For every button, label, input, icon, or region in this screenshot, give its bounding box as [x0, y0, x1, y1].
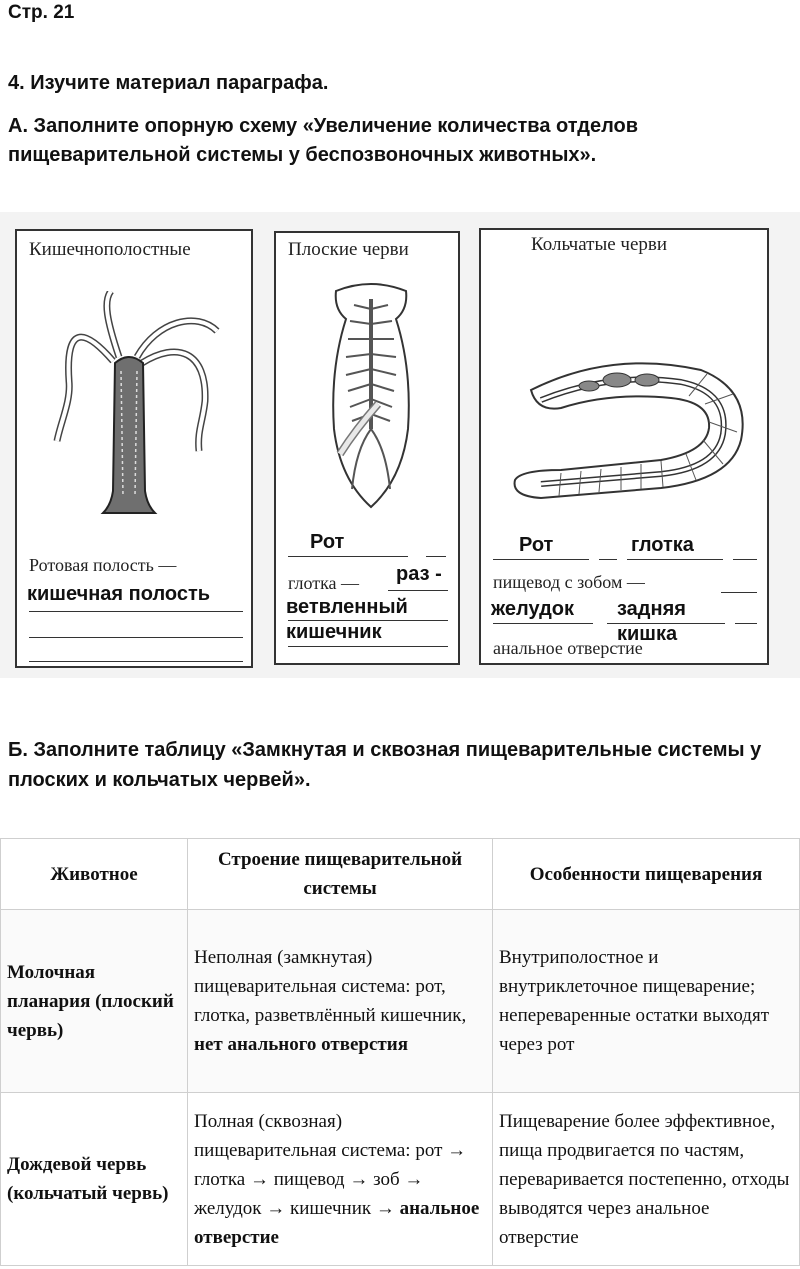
- answer-line: [493, 623, 593, 624]
- answer-line: [426, 556, 446, 557]
- task-b-heading: Б. Заполните таблицу «Замкнутая и сквозная пищеварительные системы у плоских и кольчатых червей».: [8, 739, 762, 791]
- panel-title: Плоские черви: [288, 239, 409, 260]
- answer-line: [388, 590, 448, 591]
- answer-hind-1: задняя: [617, 598, 686, 620]
- answer-hind-2: кишка: [617, 623, 678, 645]
- panel-title: Кольчатые черви: [531, 234, 668, 255]
- cell-animal: Молочная планария (плоский червь): [1, 910, 188, 1093]
- support-scheme: [0, 212, 800, 678]
- table-row: [1, 1093, 800, 1266]
- planaria-illustration: [316, 279, 426, 509]
- answer-pharynx: глотка: [631, 534, 694, 556]
- cell-structure: [188, 910, 493, 1093]
- answer-intestinal-cavity: кишечная полость: [27, 583, 211, 605]
- digestive-table: [0, 838, 800, 1266]
- answer-line: [288, 556, 408, 557]
- answer-line: [29, 661, 243, 662]
- answer-stomach: желудок: [491, 598, 575, 620]
- header-animal: Животное: [1, 839, 188, 910]
- earthworm-illustration: [501, 330, 751, 510]
- answer-line: [288, 646, 448, 647]
- structure-emphasis: анальное отверстие: [194, 1197, 480, 1248]
- answer-branched-1: раз -: [396, 563, 442, 585]
- header-structure: Строение пищеварительной системы: [188, 839, 493, 910]
- table-header-row: [1, 839, 800, 910]
- table-row: [1, 910, 800, 1093]
- answer-line: [29, 637, 243, 638]
- answer-line: [735, 623, 757, 624]
- printed-pharynx: глотка —: [288, 573, 360, 593]
- page-number: Стр. 21: [8, 2, 75, 23]
- answer-mouth: Рот: [310, 531, 345, 553]
- answer-line: [493, 559, 589, 560]
- answer-branched-2: ветвленный: [286, 596, 408, 618]
- task-4-heading: 4. Изучите материал параграфа.: [8, 72, 329, 94]
- structure-emphasis: нет анального отверстия: [194, 1034, 408, 1055]
- task-a-heading: А. Заполните опорную схему «Увеличение количества отделов пищеварительной системы у беспозвоночных животных».: [8, 115, 639, 166]
- panel-annelids: [479, 228, 769, 665]
- cell-features: Внутриполостное и внутриклеточное пищеварение; непереваренные остатки выходят через рот: [493, 910, 800, 1093]
- answer-line: [29, 611, 243, 612]
- structure-text: Неполная (замкнутая) пищеварительная система: рот, глотка, разветвлённый кишечник,: [194, 947, 467, 1026]
- answer-line: [733, 559, 757, 560]
- answer-line: [721, 592, 757, 593]
- panel-flatworms: [274, 231, 460, 665]
- cell-structure: [188, 1093, 493, 1266]
- answer-mouth: Рот: [519, 534, 554, 556]
- printed-anus: анальное отверстие: [493, 638, 643, 658]
- hydra-illustration: [47, 291, 227, 521]
- cell-animal: Дождевой червь (кольчатый червь): [1, 1093, 188, 1266]
- answer-intestine: кишечник: [286, 621, 382, 643]
- header-features: Особенности пищеварения: [493, 839, 800, 910]
- printed-oral-cavity: Ротовая полость —: [29, 555, 177, 575]
- panel-coelenterates: [15, 229, 253, 668]
- answer-line: [627, 559, 723, 560]
- structure-text: Полная (сквозная) пищеварительная система: рот → глотка → пищевод → зоб → желудок → кишечник →: [194, 1110, 467, 1219]
- answer-line: [599, 559, 617, 560]
- cell-features: Пищеварение более эффективное, пища продвигается по частям, переваривается постепенно, отходы выводятся через анальное отверстие: [493, 1093, 800, 1266]
- printed-esophagus-crop: пищевод с зобом —: [493, 572, 645, 592]
- panel-title: Кишечнополостные: [29, 239, 191, 260]
